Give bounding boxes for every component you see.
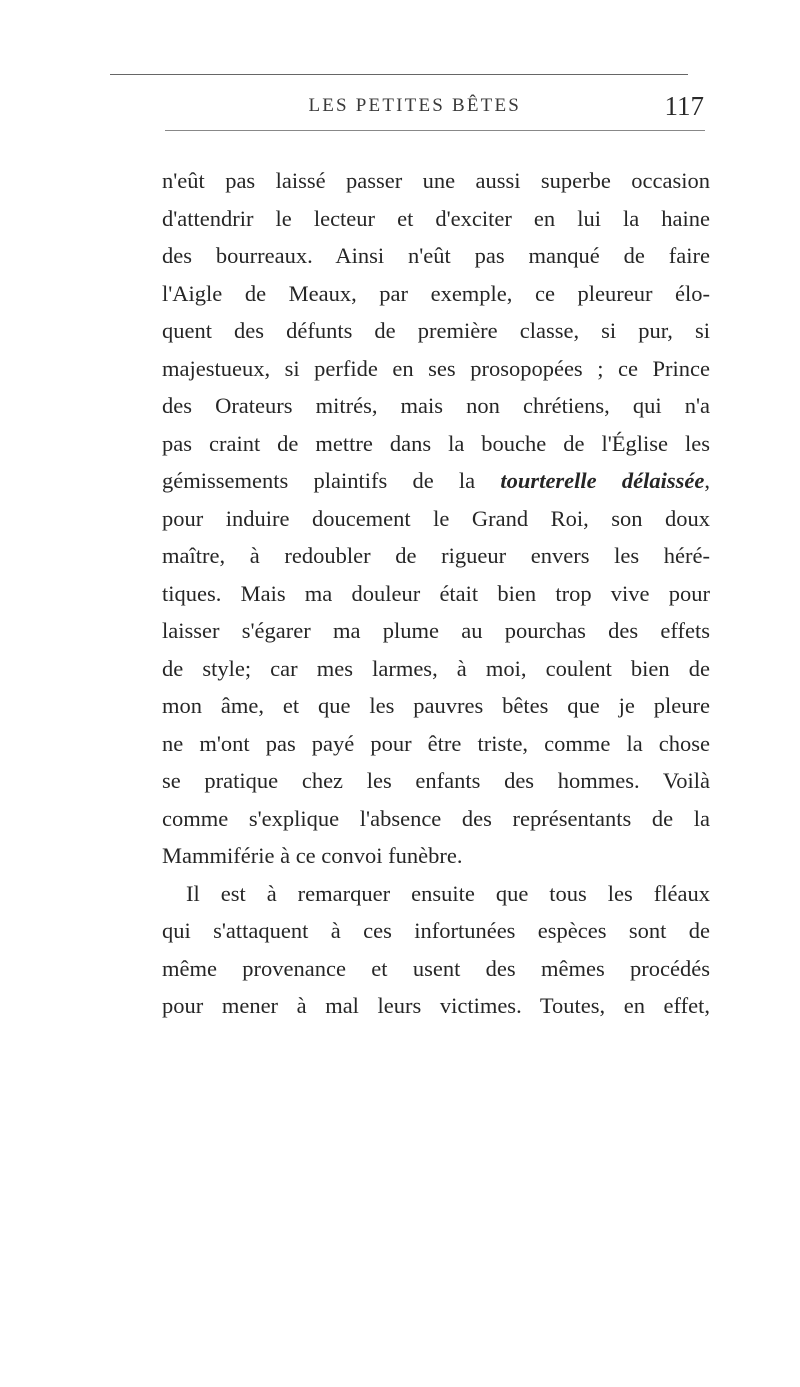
text-line [162,462,710,500]
text-line: comme s'explique l'absence des représentants de la [162,805,710,831]
text-line: d'attendrir le lecteur et d'exciter en lui la haine [162,205,710,231]
page-header [165,84,704,128]
text-line: n'eût pas laissé passer une aussi superbe occasion [162,168,710,193]
text-line: l'Aigle de Meaux, par exemple, ce pleureur élo- [162,280,710,306]
text-line: des Orateurs mitrés, mais non chrétiens, qui n'a [162,393,710,418]
italic-phrase: tourterelle délaissée [500,468,705,493]
text-line: majestueux, si perfide en ses prosopopées ; ce Prince [162,355,710,381]
text-line: même provenance et usent des mêmes procédés [162,955,710,981]
text-line: qui s'attaquent à ces infortunées espèces sont de [162,918,710,943]
text-line: ne m'ont pas payé pour être triste, comme la chose [162,730,710,756]
text-line: pour induire doucement le Grand Roi, son doux [162,505,710,531]
text-line: se pratique chez les enfants des hommes. Voilà [162,768,710,793]
text-line: Il est à remarquer ensuite que tous les fléaux [186,880,710,906]
text-line: quent des défunts de première classe, si pur, si [162,318,710,343]
text-line: laisser s'égarer ma plume au pourchas des effets [162,618,710,643]
body-text [162,162,710,1025]
text-line: pas craint de mettre dans la bouche de l'Église les [162,430,710,456]
header-rule [165,130,705,131]
text-line: pour mener à mal leurs victimes. Toutes, en effet, [162,993,710,1018]
top-rule [110,74,688,75]
running-title: LES PETITES BÊTES [308,95,522,116]
text-line: Mammiférie à ce convoi funèbre. [162,843,463,868]
text-segment: , [704,468,711,493]
text-line: mon âme, et que les pauvres bêtes que je pleure [162,693,710,718]
text-line: des bourreaux. Ainsi n'eût pas manqué de faire [162,243,710,268]
text-line: tiques. Mais ma douleur était bien trop vive pour [162,580,710,606]
page-number: 117 [664,90,704,121]
text-segment: gémissements plaintifs de la [162,468,501,493]
text-line: maître, à redoubler de rigueur envers les héré- [162,543,710,568]
text-line: de style; car mes larmes, à moi, coulent bien de [162,655,710,681]
